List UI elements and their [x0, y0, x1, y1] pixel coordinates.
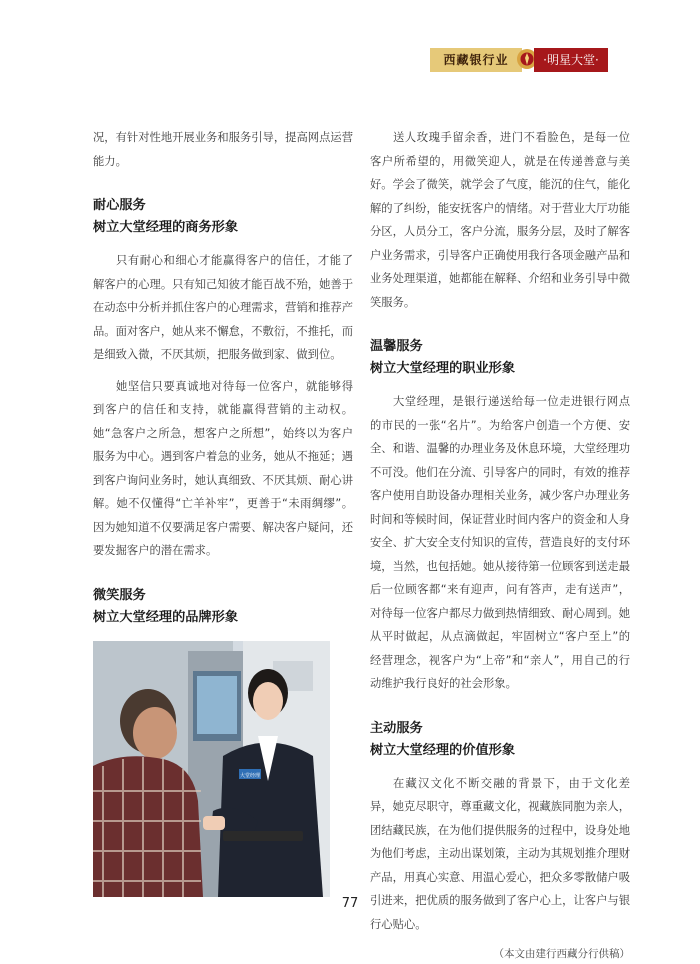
section-subtitle: 树立大堂经理的商务形象: [93, 220, 239, 235]
section-title: 耐心服务: [93, 198, 146, 213]
intro-text: 况，有针对性地开展业务和服务引导，提高网点运营能力。: [93, 131, 353, 168]
paragraph: 送人玫瑰手留余香，进门不看脸色，是每一位客户所希望的，用微笑迎人，就是在传递善意与美好。学会了微笑，就学会了气度，能沉的住气，能化解的了纠纷，能安抚客户的情绪。对于营业大厅功能分区，人员分工，客户分流，服务分层，及时了解客户业务需求，引导客户正确使用我行各项金融产品和业务处理渠道，她都能在解释、介绍和业务引导中微笑服务。: [370, 131, 630, 309]
paragraph: 大堂经理，是银行递送给每一位走进银行网点的市民的一张“名片”。为给客户创造一个方便、安全、和谐、温馨的办理业务及休息环境，大堂经理功不可没。他们在分流、引导客户的同时，有效的推荐客户使用自助设备办理相关业务，减少客户办理业务时间和等候时间，保证营业时间内客户的资金和人身安全、扩大安全支付知识的宣传，营造良好的支付环境，当然，也包括她。她从接待第一位顾客到送走最后一位顾客都“来有迎声，问有答声，走有送声”，对待每一位客户都尽力做到热情细致、耐心周到。她从平时做起，从点滴做起，牢固树立“客户至上”的经营理念，视客户为“上帝”和“亲人”，用自己的行动维护我行良好的社会形象。: [370, 395, 630, 690]
article-photo: [93, 641, 330, 897]
section-title: 主动服务: [370, 720, 423, 736]
section-subtitle: 树立大堂经理的价值形象: [370, 742, 516, 758]
paragraph: 她坚信只要真诚地对待每一位客户，就能够得到客户的信任和支持，就能赢得营销的主动权。她“急客户之所急，想客户之所想”，始终以为客户服务为中心。遇到客户着急的业务，她从不拖延；遇到客户询问业务时，她认真细致、不厌其烦、耐心讲解。她不仅懂得“亡羊补牢”，更善于“未雨绸缪”。因为她知道不仅要满足客户需要、解决客户疑问，还要发掘客户的潜在需求。: [93, 379, 353, 557]
left-column: [93, 126, 353, 897]
bank-staff-photo: [93, 641, 330, 897]
header-right-label: ·明星大堂·: [534, 48, 608, 72]
section-heading: [370, 336, 630, 380]
article-credit: （本文由建行西藏分行供稿）: [493, 948, 630, 960]
paragraph: 在藏汉文化不断交融的背景下，由于文化差异，她克尽职守，尊重藏文化，视藏族同胞为亲人，团结藏民族，在为他们提供服务的过程中，设身处地为他们考虑，主动出谋划策，主动为其规划推介理财产品，用真心实意、用温心爱心，把众多零散储户吸引进来，把优质的服务做到了客户心上，让客户与银行心贴心。: [370, 776, 630, 931]
staff-badge-text: 大堂经理: [239, 772, 261, 779]
section-heading: [93, 585, 353, 629]
section-title: 微笑服务: [93, 587, 146, 603]
section-heading: [370, 718, 630, 762]
section-title: 温馨服务: [370, 339, 423, 354]
section-heading: [93, 195, 353, 239]
header-left-label: 西藏银行业: [430, 48, 522, 72]
section-header-badge: [430, 46, 608, 74]
right-column: [370, 126, 630, 964]
section-subtitle: 树立大堂经理的品牌形象: [93, 609, 239, 625]
section-subtitle: 树立大堂经理的职业形象: [370, 361, 516, 376]
paragraph: 只有耐心和细心才能赢得客户的信任，才能了解客户的心理。只有知己知彼才能百战不殆，她善于在动态中分析并抓住客户的心理需求，营销和推荐产品。面对客户，她从来不懈怠，不敷衍，不推托，而是细致入微，不厌其烦，把服务做到家、做到位。: [93, 254, 353, 361]
page-number: 77: [341, 896, 359, 911]
